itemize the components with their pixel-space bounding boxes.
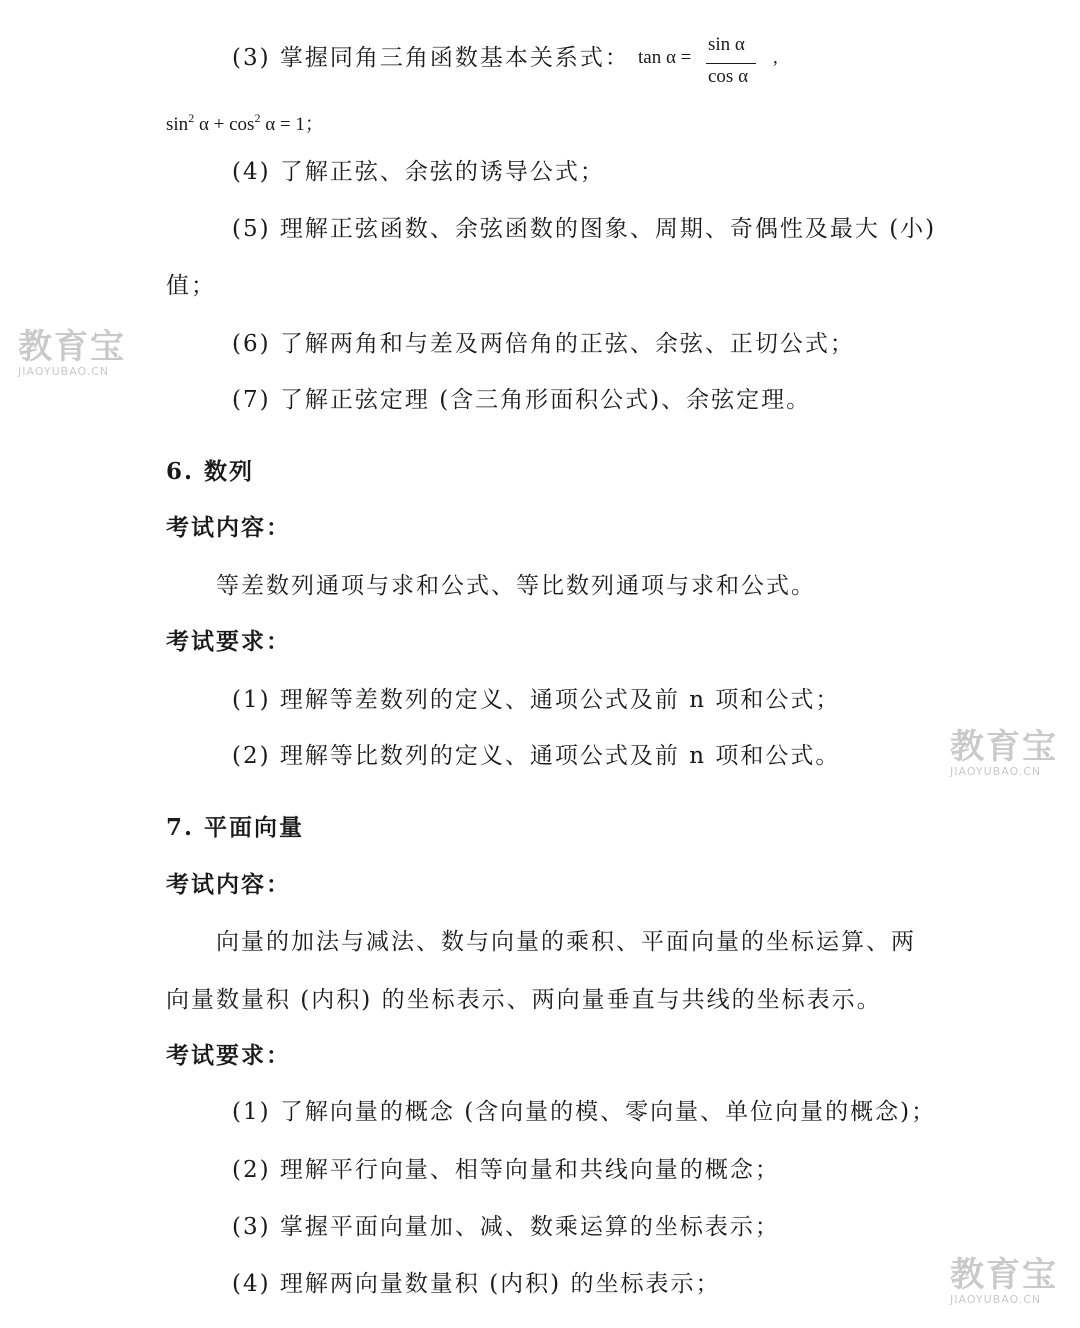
line-4: (4) 了解正弦、余弦的诱导公式；: [232, 159, 605, 185]
watermark-brand: 教育宝: [950, 727, 1058, 767]
watermark-right-middle: [950, 728, 1058, 778]
watermark-left: [18, 328, 126, 378]
content-1: 等差数列通项与求和公式、等比数列通项与求和公式。: [216, 573, 816, 599]
watermark-url: JIAOYUBAO.CN: [18, 365, 110, 378]
requirement-2: (2) 理解等比数列的定义、通项公式及前 n 项和公式。: [232, 743, 841, 769]
tan-comma: ,: [773, 47, 778, 68]
content-2b: 向量数量积 (内积) 的坐标表示、两向量垂直与共线的坐标表示。: [166, 987, 882, 1013]
identity-line: [166, 102, 324, 141]
tan-lhs: tan α =: [638, 47, 692, 68]
section-6-heading: 6. 数列: [166, 458, 255, 485]
vector-requirement-4: (4) 理解两向量数量积 (内积) 的坐标表示；: [232, 1271, 721, 1297]
section-7-heading: 7. 平面向量: [166, 814, 305, 841]
fraction-bar: [706, 63, 756, 64]
identity-sin: sin: [166, 114, 189, 135]
requirement-1: (1) 理解等差数列的定义、通项公式及前 n 项和公式；: [232, 687, 841, 713]
line-5b: 值；: [166, 273, 216, 299]
watermark-brand: 教育宝: [950, 1255, 1058, 1295]
vector-requirement-3: (3) 掌握平面向量加、减、数乘运算的坐标表示；: [232, 1214, 780, 1240]
exam-content-label-1: 考试内容：: [166, 514, 291, 541]
line-6: (6) 了解两角和与差及两倍角的正弦、余弦、正切公式；: [232, 331, 855, 357]
exam-requirement-label-2: 考试要求：: [166, 1042, 291, 1069]
tan-numerator: sin α: [708, 34, 745, 55]
identity-mid: α + cos: [194, 114, 255, 135]
watermark-brand: 教育宝: [18, 327, 126, 367]
tan-denominator: cos α: [708, 66, 749, 87]
exam-content-label-2: 考试内容：: [166, 871, 291, 898]
line-1: (3) 掌握同角三角函数基本关系式：: [232, 45, 630, 71]
identity-exp2: 2: [254, 111, 261, 125]
vector-requirement-2: (2) 理解平行向量、相等向量和共线向量的概念；: [232, 1157, 780, 1183]
vector-requirement-1: (1) 了解向量的概念 (含向量的模、零向量、单位向量的概念)；: [232, 1099, 937, 1125]
watermark-url: JIAOYUBAO.CN: [950, 1293, 1042, 1306]
identity-exp1: 2: [188, 111, 195, 125]
line-7: (7) 了解正弦定理 (含三角形面积公式)、余弦定理。: [232, 387, 812, 413]
line-5a: (5) 理解正弦函数、余弦函数的图象、周期、奇偶性及最大 (小): [232, 216, 937, 242]
watermark-right-bottom: [950, 1256, 1058, 1306]
content-2a: 向量的加法与减法、数与向量的乘积、平面向量的坐标运算、两: [216, 929, 916, 955]
exam-requirement-label-1: 考试要求：: [166, 628, 291, 655]
watermark-url: JIAOYUBAO.CN: [950, 765, 1042, 778]
identity-end: α = 1；: [260, 114, 324, 135]
